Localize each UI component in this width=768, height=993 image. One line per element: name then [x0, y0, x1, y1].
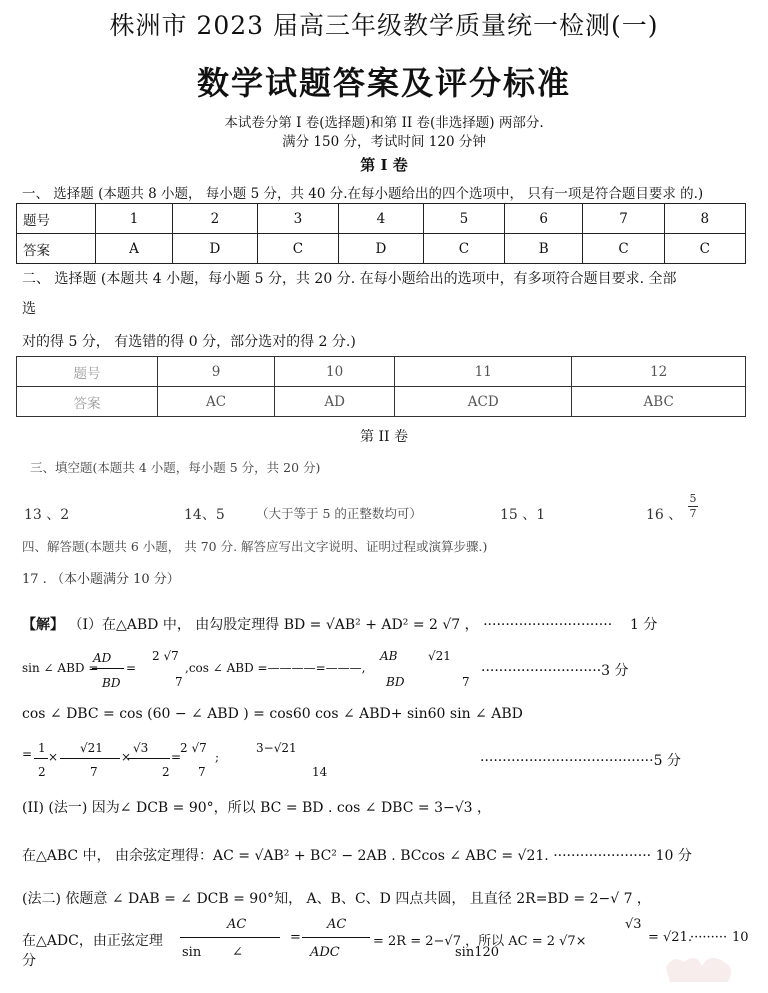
fraction-numerator: AC — [227, 917, 247, 932]
fraction-denominator: 14 — [312, 765, 328, 779]
section-2-heading: 二、 选择题 (本题共 4 小题，每小题 5 分，共 20 分. 在每小题给出的选项中，有多项符合题目要求. 全部 — [22, 271, 677, 287]
table-cell: A — [96, 234, 173, 264]
score-value: 3 分 — [601, 663, 629, 679]
table-cell: 12 — [572, 357, 746, 387]
table-cell: C — [423, 234, 504, 264]
fraction-numerator: AC — [327, 917, 347, 932]
score-dots: ······································· — [480, 753, 654, 769]
table-cell: ACD — [395, 387, 572, 417]
fraction-numerator: 3−√21 — [256, 741, 297, 755]
equals-sign: = — [171, 750, 182, 764]
table-cell: D — [339, 234, 424, 264]
fraction-denominator: ∠ — [232, 945, 243, 960]
intro-line-1: 本试卷分第 I 卷(选择题)和第 II 卷(非选择题) 两部分. — [224, 115, 544, 131]
section-2-heading-cont: 选 — [22, 301, 36, 317]
score-5 — [480, 750, 681, 770]
row-label: 题号 — [17, 204, 96, 234]
row-label: 答案 — [17, 234, 96, 264]
solution-text: = √21. — [648, 930, 692, 945]
table-cell: 4 — [339, 204, 424, 234]
answer-13: 13 、2 — [24, 507, 70, 523]
section-3-heading: 三、填空题(本题共 4 小题，每小题 5 分，共 20 分) — [30, 460, 321, 475]
table-cell: 2 — [173, 204, 258, 234]
score-1: 1 分 — [630, 617, 658, 633]
answer-table-2 — [16, 356, 746, 417]
table-cell: ABC — [572, 387, 746, 417]
score-value: 5 分 — [653, 753, 681, 769]
fraction-denominator: 7 — [462, 675, 470, 689]
solution-text: = 2R = 2−√7 ，所以 AC = 2 √7× — [373, 934, 587, 949]
solution-text: 在△ABC 中， 由余弦定理得：AC = √AB² + BC² − 2AB . BCcos ∠ ABC = √21. — [22, 848, 549, 864]
section-4-heading: 四、解答题(本题共 6 小题， 共 70 分. 解答应写出文字说明、证明过程或演算步骤.) — [22, 539, 488, 554]
score-dots: ········· — [690, 930, 728, 945]
solution-label: 【解】 — [22, 617, 64, 633]
fraction-denominator: 7 — [90, 765, 98, 779]
fraction-numerator: √3 — [133, 741, 149, 755]
table-cell: C — [664, 234, 745, 264]
solution-line-1 — [22, 614, 612, 634]
score-value: 10 分 — [655, 848, 692, 864]
solution-line-7: (法二) 依题意 ∠ DAB = ∠ DCB = 90°知， A、B、C、D 四点共圆， 且直径 2R=BD = 2−√ 7 ， — [22, 891, 651, 907]
watermark-heart-icon — [658, 938, 740, 988]
volume-1-heading: 第 I 卷 — [360, 156, 408, 174]
volume-2-heading: 第 II 卷 — [360, 429, 408, 445]
fraction-numerator: 1 — [38, 741, 46, 755]
table-cell: 10 — [275, 357, 395, 387]
fraction-numerator: √21 — [80, 741, 103, 755]
table-cell: B — [505, 234, 583, 264]
solution-line-6 — [22, 845, 692, 865]
score-3 — [481, 660, 629, 680]
fraction-denominator: BD — [386, 675, 405, 689]
row-label: 题号 — [17, 357, 158, 387]
sin-abd-label: sin ∠ ABD = — [22, 661, 99, 675]
equals-sign: = — [22, 747, 33, 761]
table-cell: 6 — [505, 204, 583, 234]
fraction-numerator: AD — [93, 651, 112, 665]
table-cell: 7 — [583, 204, 664, 234]
answer-table-1 — [16, 203, 746, 264]
semicolon: ; — [215, 750, 220, 764]
table-row — [17, 357, 746, 387]
fraction-numerator: √21 — [428, 649, 451, 663]
score-dots: ··························· — [481, 663, 602, 679]
fraction-denominator: 2 — [38, 765, 46, 779]
fraction-denominator: 7 — [689, 507, 697, 520]
fraction-denominator: BD — [102, 676, 121, 690]
equals-sign: = — [290, 930, 301, 945]
answer-16: 16 、 — [646, 507, 683, 523]
section-1-heading: 一、 选择题 (本题共 8 小题， 每小题 5 分，共 40 分.在每小题给出的四个选项中， 只有一项是符合题目要求 的.) — [22, 186, 704, 202]
fraction-denominator: sin120 — [455, 945, 500, 960]
fraction-denominator: 7 — [175, 675, 183, 689]
table-cell: 3 — [257, 204, 338, 234]
times-sign: × — [121, 750, 132, 764]
table-row — [17, 387, 746, 417]
fraction-denominator: 2 — [162, 765, 170, 779]
page-header: 株洲市 2023 届高三年级教学质量统一检测(一) — [109, 11, 659, 40]
table-cell: 8 — [664, 204, 745, 234]
cos-abd-label: ,cos ∠ ABD =————=———, — [185, 661, 366, 675]
fraction-denominator: ADC — [310, 945, 340, 960]
answer-15: 15 、1 — [500, 507, 546, 523]
table-row — [17, 234, 746, 264]
solution-line-8: 在△ADC，由正弦定理 — [22, 933, 163, 949]
fraction-numerator: √3 — [625, 917, 642, 932]
answer-14: 14、5 — [184, 507, 225, 523]
solution-line-5: (II) (法一) 因为∠ DCB = 90°，所以 BC = BD . cos ∠ DBC = 3−√3 ， — [22, 800, 491, 816]
score-10: 10 — [732, 930, 749, 945]
solution-text: （I）在△ABD 中， 由勾股定理得 BD = √AB² + AD² = 2 √7 ， — [64, 617, 479, 633]
row-label: 答案 — [17, 387, 158, 417]
table-row — [17, 204, 746, 234]
equals-sign: = — [126, 661, 137, 675]
table-cell: AD — [275, 387, 395, 417]
fraction-numerator: 2 √7 — [152, 649, 179, 663]
solution-line-3: cos ∠ DBC = cos (60 − ∠ ABD ) = cos60 cos ∠ ABD+ sin60 sin ∠ ABD — [22, 706, 523, 722]
fraction-numerator: AB — [380, 649, 398, 663]
document-title: 数学试题答案及评分标准 — [196, 64, 571, 102]
table-cell: 5 — [423, 204, 504, 234]
question-17-heading: 17 . （本小题满分 10 分） — [22, 572, 180, 587]
section-2-heading-cont: 对的得 5 分， 有选错的得 0 分，部分选对的得 2 分.) — [22, 334, 356, 350]
table-cell: C — [257, 234, 338, 264]
score-dots: ······················ — [553, 848, 652, 864]
table-cell: C — [583, 234, 664, 264]
fraction-denominator: sin — [182, 945, 202, 960]
table-cell: 9 — [158, 357, 275, 387]
table-cell: AC — [158, 387, 275, 417]
intro-line-2: 满分 150 分，考试时间 120 分钟 — [282, 134, 486, 150]
answer-16-fraction — [688, 492, 698, 521]
table-cell: 11 — [395, 357, 572, 387]
table-cell: 1 — [96, 204, 173, 234]
table-cell: D — [173, 234, 258, 264]
fraction-numerator: 5 — [689, 492, 697, 505]
answer-14-note: （大于等于 5 的正整数均可） — [256, 506, 422, 521]
fraction-denominator: 7 — [198, 765, 206, 779]
score-dots: ····························· — [483, 617, 613, 633]
fraction-numerator: 2 √7 — [180, 741, 207, 755]
times-sign: × — [48, 750, 59, 764]
solution-line-8-cont: 分 — [22, 953, 36, 969]
